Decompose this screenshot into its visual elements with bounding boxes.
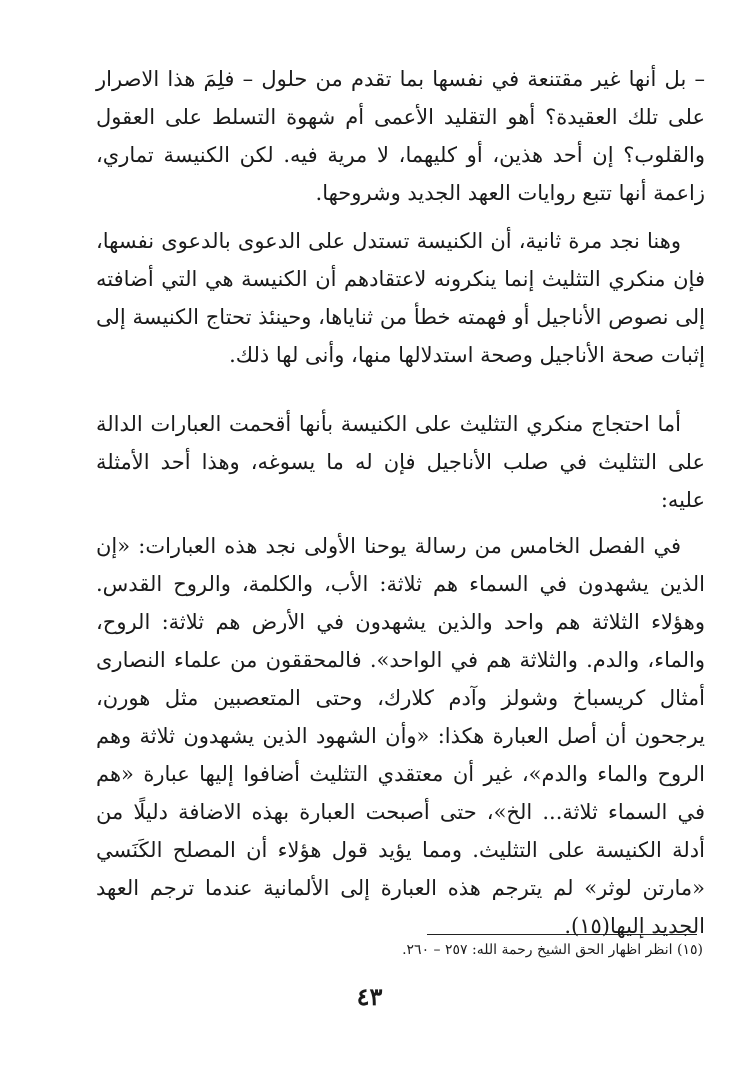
page-number: ٤٣ — [356, 982, 383, 1011]
paragraph-1 — [96, 60, 705, 212]
paragraph-2 — [96, 222, 705, 374]
paragraph-1-text: – بل أنها غير مقتنعة في نفسها بما تقدم من حلول – فلِمَ هذا الاصرار على تلك العقيدة؟ أهو التقليد الأعمى أم شهوة التسلط على العقول والقلوب؟ إن أحد هذين، أو كليهما، لا مرية فيه. لكن الكنيسة تماري، زاعمة أنها تتبع روايات العهد الجديد وشروحها. — [96, 67, 705, 205]
paragraph-2-text: وهنا نجد مرة ثانية، أن الكنيسة تستدل على الدعوى بالدعوى نفسها، فإن منكري التثليث إنما ينكرونه لاعتقادهم أن الكنيسة هي التي أضافته إلى نصوص الأناجيل أو فهمته خطأ من ثناياها، وحينئذ تحتاج الكنيسة إلى إثبات صحة الأناجيل وصحة استدلالها منها، وأنى لها ذلك. — [96, 229, 705, 367]
footnote-divider — [427, 934, 697, 935]
paragraph-4 — [96, 527, 705, 945]
paragraph-4-text: في الفصل الخامس من رسالة يوحنا الأولى نجد هذه العبارات: «إن الذين يشهدون في السماء هم ثلاثة: الأب، والكلمة، والروح القدس. وهؤلاء الثلاثة هم واحد والذين يشهدون في الأرض هم ثلاثة: الروح، والماء، والدم. والثلاثة هم في الواحد». فالمحققون من علماء النصارى أمثال كريسباخ وشولز وآدم كلارك، وحتى المتعصبين مثل هورن، يرجحون أن أصل العبارة هكذا: «وأن الشهود الذين يشهدون ثلاثة وهم الروح والماء والدم»، غير أن معتقدي التثليث أضافوا إليها عبارة «هم في السماء ثلاثة... الخ»، حتى أصبحت العبارة بهذه الاضافة دليلًا من أدلة الكنيسة على التثليث. ومما يؤيد قول هؤلاء أن المصلح الكَنَسي «مارتن لوثر» لم يترجم هذه العبارة إلى الألمانية عندما ترجم العهد الجديد إليها(١٥). — [96, 534, 705, 938]
footnote: (١٥) انظر اظهار الحق الشيخ رحمة الله: ٢٥٧ – ٢٦٠. — [402, 942, 703, 958]
paragraph-3-text: أما احتجاج منكري التثليث على الكنيسة بأنها أقحمت العبارات الدالة على التثليث في صلب الأناجيل فإن له ما يسوغه، وهذا أحد الأمثلة عليه: — [96, 412, 705, 512]
paragraph-3 — [96, 405, 705, 519]
